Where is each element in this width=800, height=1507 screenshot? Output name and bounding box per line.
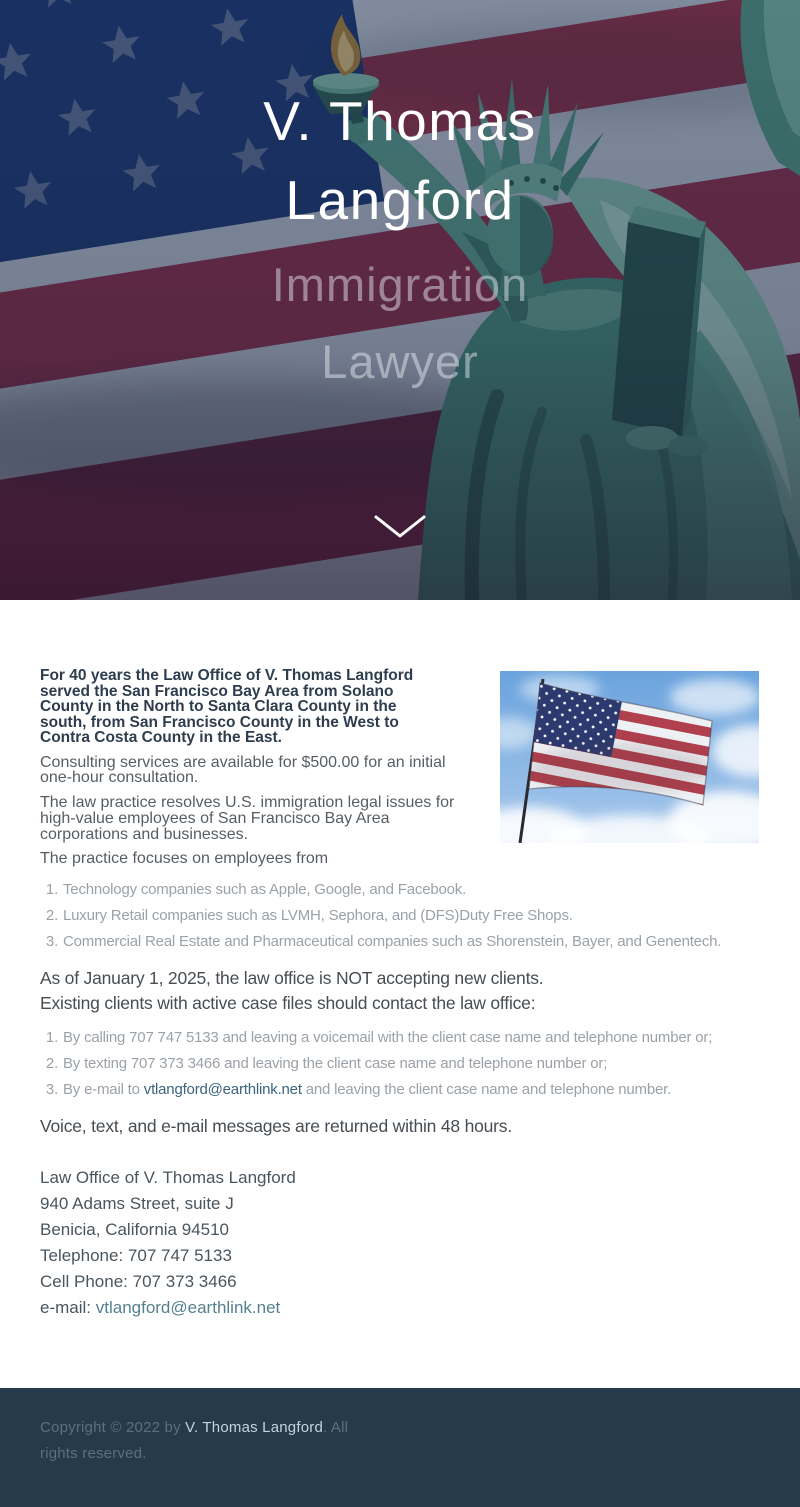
paragraph-line: one-hour consultation. — [40, 769, 199, 787]
existing-clients-notice: Existing clients with active case files should contact the law office: — [40, 993, 536, 1014]
email-link[interactable]: vtlangford@earthlink.net — [143, 1081, 302, 1099]
list-item: 2. By texting 707 373 3466 and leaving the client case name and telephone number or; — [62, 1056, 760, 1071]
paragraph-line: Consulting services are available for $500.00 for an initial — [40, 753, 446, 771]
copyright-text: Copyright © 2022 by V. Thomas Langford. All rights reserved. — [40, 1419, 349, 1462]
page-title — [0, 0, 800, 240]
paragraph-line: high-value employees of San Francisco Bay Area — [40, 809, 390, 827]
focus-companies-list — [40, 882, 760, 949]
footer — [0, 1388, 800, 1507]
paragraph-line: The law practice resolves U.S. immigration legal issues for — [40, 794, 455, 812]
list-item: 3. Commercial Real Estate and Pharmaceutical companies such as Shorenstein, Bayer, and Genentech. — [62, 934, 760, 949]
city-state-zip: Benicia, California 94510 — [40, 1220, 230, 1240]
cellphone-line: Cell Phone: 707 373 3466 — [40, 1272, 237, 1292]
footer-name-link[interactable]: V. Thomas Langford — [185, 1419, 324, 1436]
email-link[interactable]: vtlangford@earthlink.net — [95, 1298, 281, 1318]
email-line: e-mail: vtlangford@earthlink.net — [40, 1298, 281, 1318]
page-subtitle-line2: Lawyer — [321, 335, 479, 388]
list-item: 2. Luxury Retail companies such as LVMH, Sephora, and (DFS)Duty Free Shops. — [62, 908, 760, 923]
intro-line: For 40 years the Law Office of V. Thomas Langford — [40, 667, 414, 684]
address-block — [40, 1165, 760, 1321]
chevron-down-icon — [372, 512, 428, 542]
contact-methods-list — [40, 1030, 760, 1097]
paragraph-line: corporations and businesses. — [40, 825, 249, 843]
american-flag-photo — [500, 671, 759, 843]
hero-text-block — [0, 0, 800, 400]
intro-line: Contra Costa County in the East. — [40, 729, 282, 746]
office-name: Law Office of V. Thomas Langford — [40, 1168, 296, 1188]
page-title-line2: Langford — [285, 169, 515, 231]
list-item: 1. By calling 707 747 5133 and leaving a voicemail with the client case name and telephone number or; — [62, 1030, 760, 1045]
consulting-paragraph — [40, 755, 495, 787]
street-address: 940 Adams Street, suite J — [40, 1194, 234, 1214]
not-accepting-notice: As of January 1, 2025, the law office is NOT accepting new clients. — [40, 968, 544, 989]
list-item: 1. Technology companies such as Apple, Google, and Facebook. — [62, 882, 760, 897]
page-subtitle-line1: Immigration — [271, 258, 529, 311]
intro-line: served the San Francisco Bay Area from Solano — [40, 682, 394, 700]
telephone-line: Telephone: 707 747 5133 — [40, 1246, 232, 1266]
hero-section — [0, 0, 800, 600]
list-item: 3. By e-mail to vtlangford@earthlink.net and leaving the client case name and telephone number. — [62, 1082, 760, 1097]
main-content — [0, 600, 800, 1388]
page-title-line1: V. Thomas — [263, 90, 537, 152]
response-time-paragraph: Voice, text, and e-mail messages are returned within 48 hours. — [40, 1116, 513, 1137]
page-subtitle — [0, 246, 800, 400]
intro-line: County in the North to Santa Clara County in the — [40, 698, 397, 715]
practice-paragraph — [40, 795, 495, 842]
scroll-down-button[interactable] — [372, 512, 428, 542]
focus-paragraph: The practice focuses on employees from — [40, 850, 329, 868]
intro-bold-paragraph — [40, 668, 480, 746]
intro-line: south, from San Francisco County in the West to — [40, 713, 399, 731]
